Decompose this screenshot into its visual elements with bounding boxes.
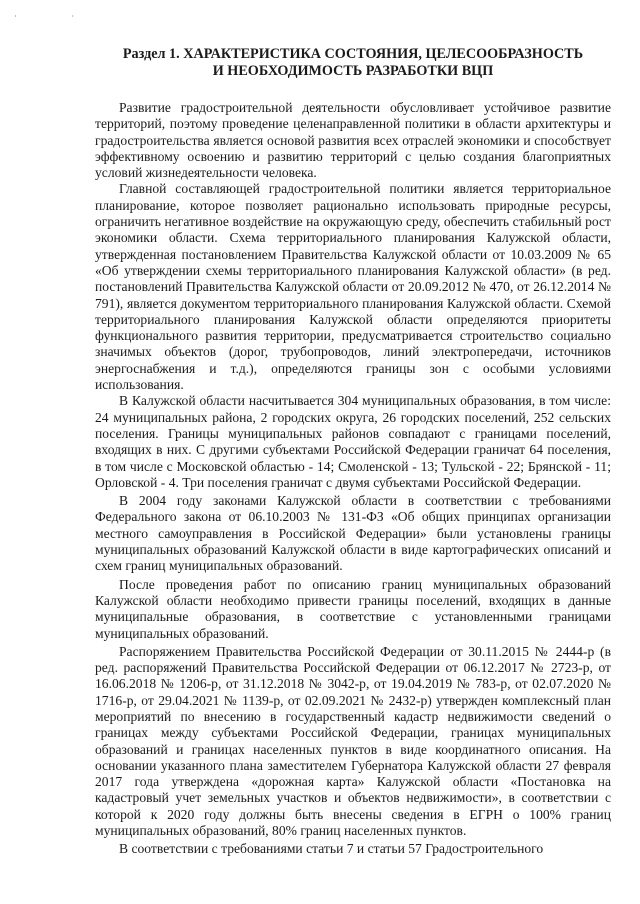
paragraph-boundary-description: После проведения работ по описанию границ муниципальных образований Калужской области необходимо привести границы поселений, входящих в данные муниципальные образования, в соответствие с установленными границами муниципальных образований. (95, 576, 611, 641)
scan-marks: ˙ ˙ (14, 14, 101, 24)
section-heading-line-1: Раздел 1. ХАРАКТЕРИСТИКА СОСТОЯНИЯ, ЦЕЛЕСООБРАЗНОСТЬ (122, 46, 584, 62)
paragraph-2004-laws: В 2004 году законами Калужской области в соответствии с требованиями Федерального закона от 06.10.2003 № 131-ФЗ «Об общих принципах организации местного самоуправления в Российской Федерации» были установлены границы муниципальных образований Калужской области в виде картографических описаний и схем границ муниципальных образований. (95, 493, 611, 574)
paragraph-territorial-planning: Главной составляющей градостроительной политики является территориальное планирование, которое позволяет рационально использовать природные ресурсы, ограничить негативное воздействие на окружающую среду, обеспечить стабильный рост экономики области. Схема территориального планирования Калужской области, утвержденная постановлением Правительства Калужской области от 10.03.2009 № 65 «Об утверждении схемы территориального планирования Калужской области» (в ред. постановлений Правительства Калужской области от 20.09.2012 № 470, от 26.12.2014 № 791), является документом территориального планирования Калужской области. Схемой территориального планирования Калужской области определяются приоритеты функционального развития территории, предусматривается строительство социально значимых объектов (дорог, трубопроводов, линий электропередачи, источников энергоснабжения и т.д.), определяются границы зон с особыми условиями использования. (95, 181, 611, 393)
paragraph-government-order: Распоряжением Правительства Российской Федерации от 30.11.2015 № 2444-р (в ред. распоряжений Правительства Российской Федерации от 06.12.2017 № 2723-р, от 16.06.2018 № 1206-р, от 31.12.2018 № 3042-р, от 19.04.2019 № 783-р, от 02.07.2020 № 1716-р, от 29.04.2021 № 1139-р, от 02.09.2021 № 2432-р) утвержден комплексный план мероприятий по внесению в государственный кадастр недвижимости сведений о границах между субъектами Российской Федерации, границах муниципальных образований и границах населенных пунктов в виде координатного описания. На основании указанного плана заместителем Губернатора Калужской области 27 февраля 2017 года утверждена «дорожная карта» Калужской области «Постановка на кадастровый учет земельных участков и объектов недвижимости», в соответствии с которой к 2020 году должны быть внесены сведения в ЕГРН о 100% границ муниципальных образований, 80% границ населенных пунктов. (95, 643, 611, 839)
paragraph-municipal-count: В Калужской области насчитывается 304 муниципальных образования, в том числе: 24 муниципальных района, 2 городских округа, 26 городских поселений, 252 сельских поселения. Границы муниципальных районов совпадают с границами поселений, входящих в них. С другими субъектами Российской Федерации граничат 64 поселения, в том числе с Московской областью - 14; Смоленской - 13; Тульской - 22; Брянской - 11; Орловской - 4. Три поселения граничат с двумя субъектами Российской Федерации. (95, 393, 611, 490)
section-heading (95, 46, 611, 80)
section-heading-line-2: И НЕОБХОДИМОСТЬ РАЗРАБОТКИ ВЦП (212, 63, 494, 79)
paragraph-requirements: В соответствии с требованиями статьи 7 и статьи 57 Градостроительного (119, 841, 544, 857)
document-body (95, 100, 611, 858)
document-page (95, 46, 611, 858)
paragraph-development: Развитие градостроительной деятельности обусловливает устойчивое развитие территорий, поэтому проведение целенаправленной политики в области архитектуры и градостроительства является основой развития всех отраслей экономики и способствует эффективному освоению и развитию территорий с целью создания благоприятных условий жизнедеятельности человека. (95, 100, 611, 181)
